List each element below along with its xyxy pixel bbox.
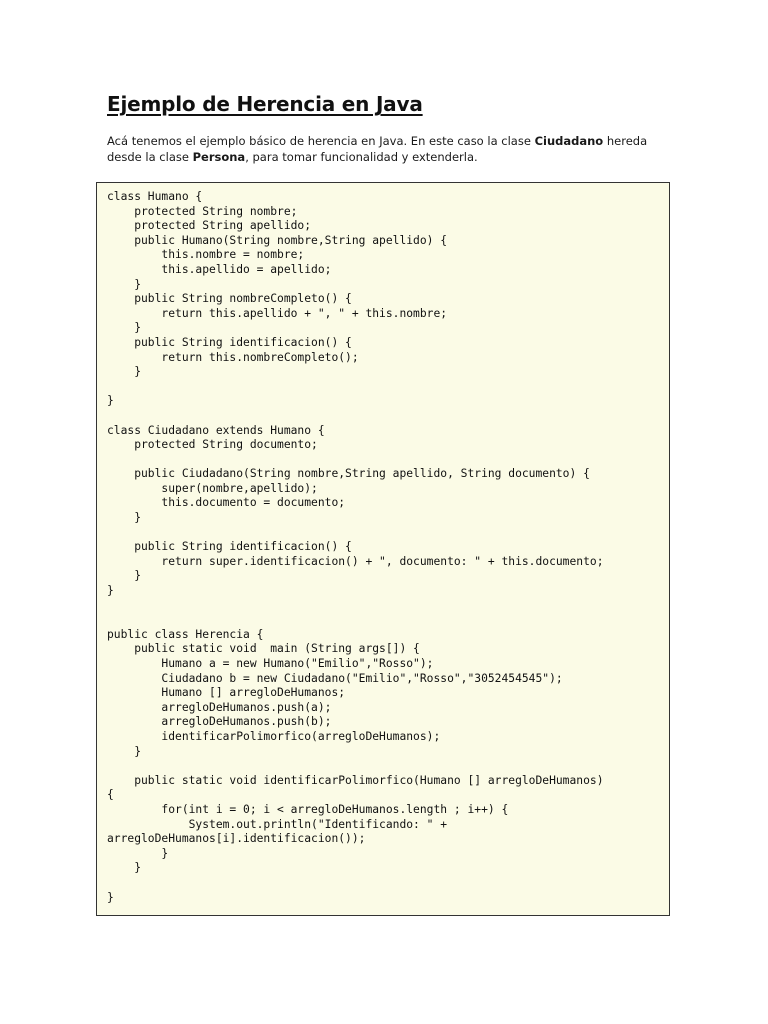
intro-text: Acá tenemos el ejemplo básico de herencia en Java. En este caso la clase xyxy=(107,134,535,148)
page-title: Ejemplo de Herencia en Java xyxy=(107,92,423,116)
intro-text: hereda desde la clase xyxy=(107,134,648,164)
class-name-persona: Persona xyxy=(192,150,246,164)
intro-paragraph xyxy=(107,133,667,165)
java-code: class Humano { protected String nombre; protected String apellido; public Humano(String nombre,String apellido) { this.nombre = nombre; this.apellido = apellido; } public String nombreCompleto() { return this.apellido + ", " + this.nombre; } public String identificacion() { return this.nombreCompleto(); } } class Ciudadano extends Humano { protected String documento; public Ciudadano(String nombre,String apellido, String documento) { super(nombre,apellido); this.documento = documento; } public String identificacion() { return super.identificacion() + ", documento: " + this.documento; } } public class Herencia { public static void main (String args[]) { Humano a = new Humano("Emilio","Rosso"); Ciudadano b = new Ciudadano("Emilio","Rosso","3052454545"); Humano [] arregloDeHumanos; arregloDeHumanos.push(a); arregloDeHumanos.push(b); identificarPolimorfico(arregloDeHumanos); } public static void identificarPolimorfico(Humano [] arregloDeHumanos) { for(int i = 0; i < arregloDeHumanos.length ; i++) { System.out.println("Identificando: " + arregloDeHumanos[i].identificacion()); } } } xyxy=(107,190,604,904)
class-name-ciudadano: Ciudadano xyxy=(534,134,604,148)
intro-text: , para tomar funcionalidad y extenderla. xyxy=(245,150,478,164)
code-block xyxy=(96,182,670,916)
